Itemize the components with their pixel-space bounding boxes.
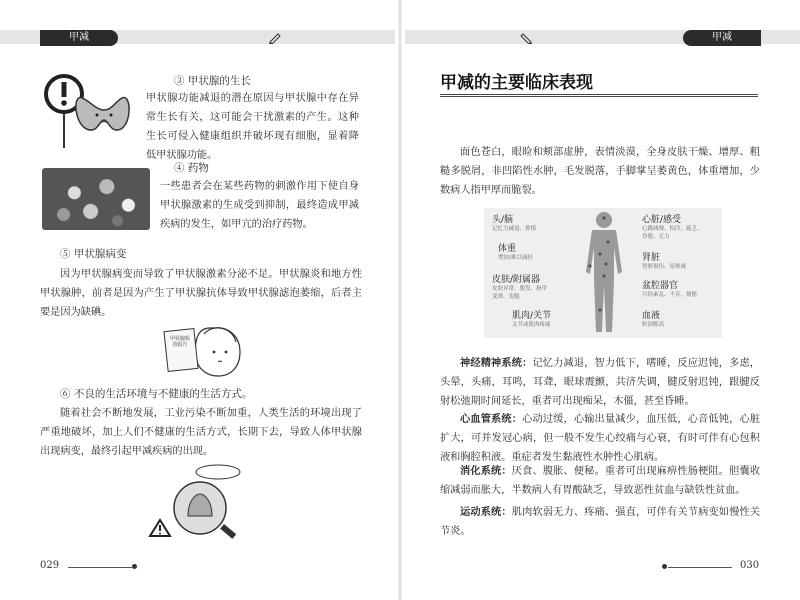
- digest-body: 厌食、腹胀、便秘。重者可出现麻痹性肠梗阻。胆囊收缩减弱而胀大，半数病人有胃酸缺乏，导致恶性贫血与缺铁性贫血。: [440, 466, 761, 496]
- diagram-kidney-sub: 肾脏损伤、尿排减: [642, 264, 687, 270]
- diagram-kidney-title: 肾脏: [642, 253, 661, 263]
- footer-dot-right: [662, 564, 667, 569]
- diagram-head-title: 头/脑: [492, 215, 514, 225]
- digest-label: 消化系统：: [460, 465, 512, 477]
- diagram-heart-title: 心脏/感受: [642, 215, 682, 225]
- diagram-weight-sub: 增加/难以减轻: [498, 255, 533, 261]
- body-symptom-diagram: [484, 208, 722, 338]
- diagram-head-sub: 记忆力减退、抑郁: [492, 226, 537, 232]
- diagram-heart-sub: 心跳减慢、怕冷、疲乏、昏倦、无力: [642, 226, 703, 240]
- diagram-skin-sub: 皮肤异常、脱发、指甲变薄、变脆: [492, 286, 548, 300]
- diagram-skin-title: 皮肤/附属器: [492, 275, 541, 285]
- footer-dot-left: [132, 564, 137, 569]
- motor-paragraph: [440, 503, 760, 541]
- cardio-body: 心动过缓，心输出量减少，血压低，心音低钝，心脏扩大，可并发冠心病，但一般不发生心绞痛与心衰，有时可伴有心包积液和胸腔积液。重症者发生黏液性水肿性心肌病。: [440, 414, 761, 463]
- section6-body: 随着社会不断地发展，工业污染不断加重，人类生活的环境出现了严重地破坏，加上人们不健康的生活方式，长期下去，导致人体甲状腺出现病变，最终引起甲减疾病的出现。: [40, 408, 362, 457]
- diagram-muscle-title: 肌肉/关节: [512, 311, 552, 321]
- book-spine: [398, 0, 402, 600]
- page-title: 甲减的主要临床表现: [440, 73, 593, 93]
- pollution-warning-illustration: [144, 464, 256, 542]
- motor-label: 运动系统：: [460, 506, 512, 518]
- diagram-pelvic-sub: 月经紊乱、不育、便秘: [642, 292, 698, 298]
- section4-body: 一些患者会在某些药物的刺激作用下使自身甲状腺激素的生成受到抑制，最终造成甲减疾病的发生，如甲亢的治疗药物。: [160, 181, 359, 230]
- diagram-weight-title: 体重: [498, 244, 517, 254]
- cardio-paragraph: [440, 410, 760, 467]
- footer-rule-left: [68, 567, 132, 568]
- section3-body: 甲状腺功能减退的潜在原因与甲状腺中存在异常生长有关，这可能会干扰激素的产生。这种生长可侵入健康组织并破坏现有细胞，显着降低甲状腺功能。: [146, 93, 359, 161]
- digest-paragraph: [440, 462, 760, 500]
- diagram-blood-sub: 胆固醇高: [642, 322, 665, 328]
- diagram-pelvic-title: 盆腔器官: [642, 281, 679, 291]
- neuro-label: 神经精神系统：: [460, 357, 533, 369]
- pen-icon: [519, 30, 533, 44]
- diagram-muscle-sub: 关节或肌肉疼痛: [512, 322, 551, 328]
- neuro-body: 记忆力减退，智力低下，嗜睡，反应迟钝，多虑，头晕，头痛，耳鸣，耳聋，眼球震颤，共济失调，腱反射迟钝，跟腱反射松弛期时间延长，重者可出现痴呆，木僵，甚至昏睡。: [440, 358, 760, 407]
- chapter-tab-right: 甲减: [683, 30, 761, 46]
- section3-heading: ③ 甲状腺的生长: [174, 75, 251, 87]
- section5-heading: ⑤ 甲状腺病变: [60, 248, 127, 260]
- cardio-label: 心血管系统：: [460, 413, 523, 425]
- page-number-left: 029: [40, 560, 60, 571]
- pen-icon: [268, 30, 282, 44]
- chapter-tab-left: 甲减: [40, 30, 118, 46]
- section4-heading: ④ 药物: [174, 162, 209, 174]
- pills-photo: [42, 168, 150, 230]
- motor-body: 肌肉软弱无力、疼痛、强直，可伴有关节病变如慢性关节炎。: [440, 507, 761, 537]
- section6-heading: ⑥ 不良的生活环境与不健康的生活方式。: [60, 388, 253, 400]
- page-number-right: 030: [740, 560, 760, 571]
- intro-paragraph: 面色苍白，眼睑和颊部虚肿，表情淡漠，全身皮肤干燥、增厚、粗糙多脱屑，非凹陷性水肿，毛发脱落，手脚掌呈萎黄色，体重增加，少数病人指甲厚而脆裂。: [440, 147, 760, 196]
- diagram-blood-title: 血液: [642, 311, 661, 321]
- neuro-paragraph: [440, 354, 760, 411]
- section5-body: 因为甲状腺病变而导致了甲状腺激素分泌不足。甲状腺炎和地方性甲状腺肿，前者是因为产生了甲状腺抗体导致甲状腺滤泡萎缩，后者主要是因为缺碘。: [40, 269, 362, 318]
- woman-reading-report-illustration: [162, 322, 250, 378]
- human-figure: [576, 210, 632, 336]
- report-card-text: 甲状腺检查报告: [169, 336, 190, 348]
- footer-rule-right: [668, 567, 732, 568]
- thyroid-warning-illustration: [42, 68, 132, 150]
